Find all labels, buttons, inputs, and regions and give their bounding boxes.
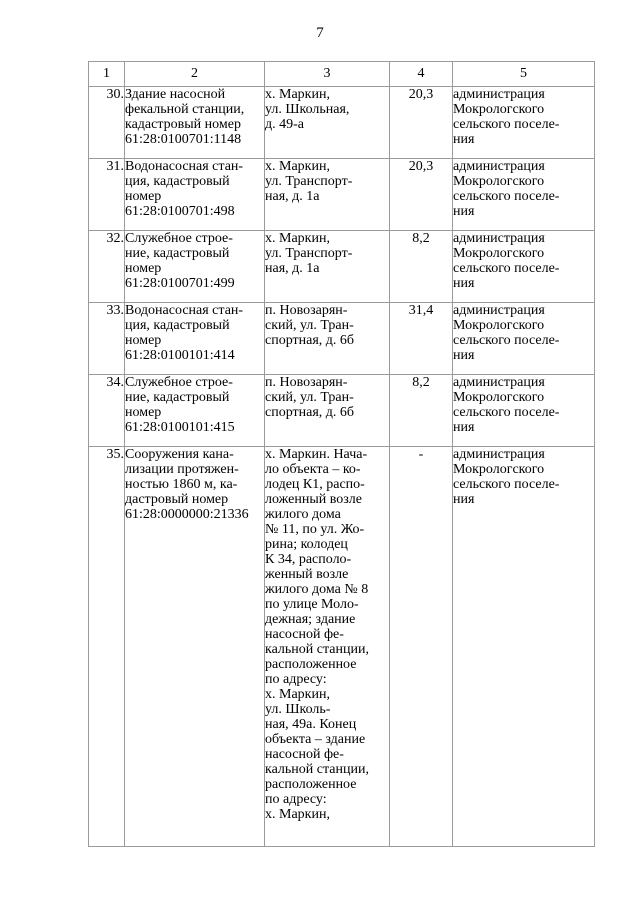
object-holder: администрация Мокрологского сельского поселе- ния [453,87,595,159]
object-area: 8,2 [390,375,453,447]
object-address: п. Новозарян- ский, ул. Тран- спортная, д. 6б [265,375,390,447]
table-row [89,303,595,375]
object-holder: администрация Мокрологского сельского поселе- ния [453,375,595,447]
column-header-holder: 5 [453,62,595,87]
column-header-area: 4 [390,62,453,87]
object-name: Водонасосная стан- ция, кадастровый номер 61:28:0100101:414 [125,303,265,375]
object-name: Здание насосной фекальной станции, кадастровый номер 61:28:0100701:1148 [125,87,265,159]
page-number: 7 [316,25,324,41]
object-area: 20,3 [390,159,453,231]
object-name: Водонасосная стан- ция, кадастровый номер 61:28:0100701:498 [125,159,265,231]
table-row [89,159,595,231]
object-area: - [390,447,453,847]
table-row [89,87,595,159]
row-number: 35. [89,447,125,847]
object-address: х. Маркин, ул. Транспорт- ная, д. 1а [265,231,390,303]
object-holder: администрация Мокрологского сельского поселе- ния [453,447,595,847]
object-area: 8,2 [390,231,453,303]
object-area: 31,4 [390,303,453,375]
object-area: 20,3 [390,87,453,159]
object-holder: администрация Мокрологского сельского поселе- ния [453,231,595,303]
object-name: Служебное строе- ние, кадастровый номер 61:28:0100101:415 [125,375,265,447]
row-number: 30. [89,87,125,159]
object-name: Сооружения кана- лизации протяжен- ностью 1860 м, ка- дастровый номер 61:28:0000000:21336 [125,447,265,847]
object-holder: администрация Мокрологского сельского поселе- ния [453,303,595,375]
row-number: 32. [89,231,125,303]
table-header-row [89,62,595,87]
object-address: х. Маркин. Нача- ло объекта – ко- лодец К1, распо- ложенный возле жилого дома № 11, по ул. Жо- рина; колодец К 34, располо- женный возле жилого дома № 8 по улице Моло- дежная; здание насосной фе- кальной станции, расположенное по адресу: х. Маркин, ул. Школь- ная, 49а. Конец объекта – здание насосной фе- кальной станции, расположенное по адресу: х. Маркин, [265,447,390,847]
row-number: 34. [89,375,125,447]
table-row [89,231,595,303]
row-number: 33. [89,303,125,375]
object-address: п. Новозарян- ский, ул. Тран- спортная, д. 6б [265,303,390,375]
object-address: х. Маркин, ул. Школьная, д. 49-а [265,87,390,159]
row-number: 31. [89,159,125,231]
object-name: Служебное строе- ние, кадастровый номер 61:28:0100701:499 [125,231,265,303]
table-row [89,375,595,447]
column-header-number: 1 [89,62,125,87]
column-header-address: 3 [265,62,390,87]
object-address: х. Маркин, ул. Транспорт- ная, д. 1а [265,159,390,231]
table-row [89,447,595,847]
object-holder: администрация Мокрологского сельского поселе- ния [453,159,595,231]
property-registry-table [88,61,595,847]
column-header-name: 2 [125,62,265,87]
